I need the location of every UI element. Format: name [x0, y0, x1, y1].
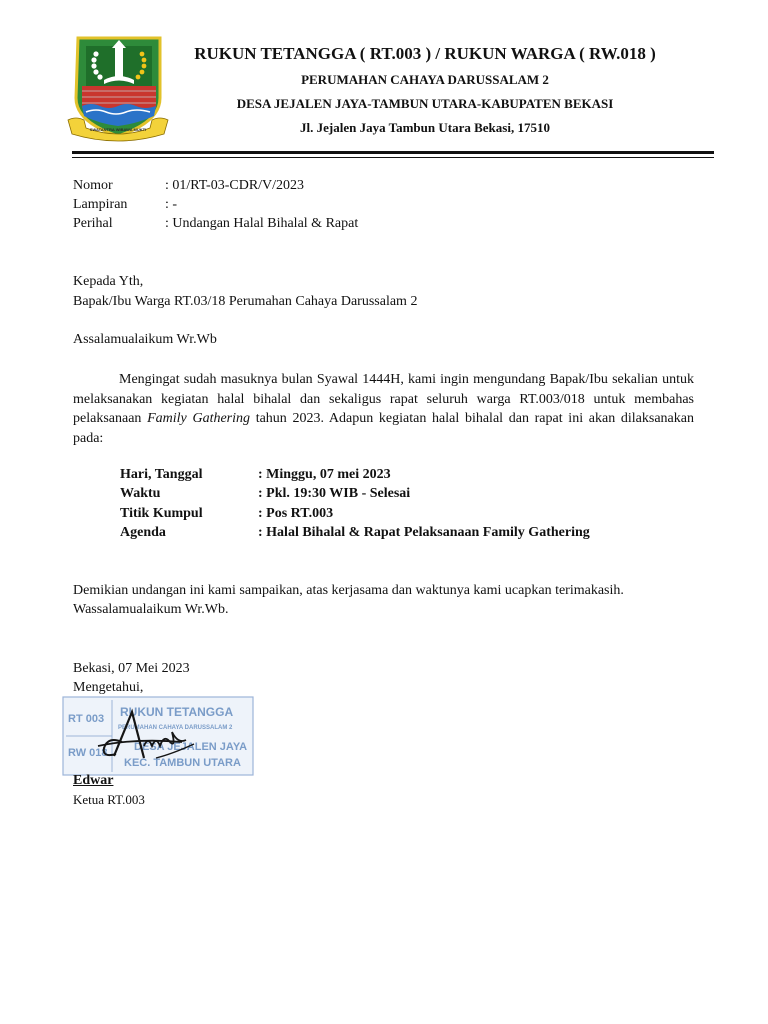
event-label: Titik Kumpul — [120, 506, 203, 521]
stamp-line4: KEC. TAMBUN UTARA — [124, 757, 241, 769]
closing-text: Demikian undangan ini kami sampaikan, atas kerjasama dan waktunya kami ucapkan terimakasih. — [73, 583, 624, 598]
event-row-time — [120, 486, 410, 502]
event-value: : Pkl. 19:30 WIB - Selesai — [258, 486, 411, 501]
event-row-place — [120, 506, 333, 522]
letterhead-divider-thin — [72, 157, 714, 158]
event-value: : Pos RT.003 — [258, 506, 334, 521]
meta-value: : - — [165, 197, 178, 212]
recipient-salutation: Kepada Yth, — [73, 274, 144, 289]
event-value: : Minggu, 07 mei 2023 — [258, 467, 391, 482]
letterhead-village: DESA JEJALEN JAYA-TAMBUN UTARA-KABUPATEN BEKASI — [236, 96, 614, 111]
regency-crest-icon — [66, 36, 170, 144]
meta-label: Nomor — [73, 178, 113, 193]
handwritten-signature — [86, 698, 206, 774]
event-value: : Halal Bihalal & Rapat Pelaksanaan Family Gathering — [258, 525, 590, 540]
event-label: Hari, Tanggal — [120, 467, 203, 482]
body-text-2: tahun 2023. Adapun kegiatan halal bihalal dan rapat ini akan dilaksanakan pada: — [73, 411, 694, 446]
letterhead-housing: PERUMAHAN CAHAYA DARUSSALAM 2 — [301, 72, 549, 87]
event-label: Waktu — [120, 486, 161, 501]
meta-row-lampiran — [73, 197, 177, 213]
crest-ribbon-text: SWATANTRA WIBAWA MUKTI — [89, 127, 147, 132]
letterhead-address: Jl. Jejalen Jaya Tambun Utara Bekasi, 17510 — [300, 120, 550, 135]
meta-label: Lampiran — [73, 197, 128, 212]
meta-row-nomor — [73, 178, 304, 194]
place-date: Bekasi, 07 Mei 2023 — [73, 661, 190, 676]
closing-farewell: Wassalamualaikum Wr.Wb. — [73, 602, 229, 617]
meta-row-perihal — [73, 216, 358, 232]
body-italic: Family Gathering — [147, 411, 251, 426]
event-label: Agenda — [120, 525, 166, 540]
signatory-title: Ketua RT.003 — [73, 792, 145, 807]
meta-label: Perihal — [73, 216, 113, 231]
event-row-date — [120, 467, 391, 483]
event-row-agenda — [120, 525, 590, 541]
letterhead-title: RUKUN TETANGGA ( RT.003 ) / RUKUN WARGA ( RW.018 ) — [194, 44, 656, 63]
signatory-name: Edwar — [73, 773, 114, 788]
stamp-line3: DESA JEJALEN JAYA — [134, 741, 248, 753]
stamp-rw: RW 018 — [68, 747, 108, 759]
letterhead-divider-thick — [72, 151, 714, 154]
stamp-line2: PERUMAHAN CAHAYA DARUSSALAM 2 — [118, 725, 233, 731]
stamp-rt: RT 003 — [68, 713, 105, 725]
meta-value: : 01/RT-03-CDR/V/2023 — [165, 178, 305, 193]
greeting: Assalamualaikum Wr.Wb — [73, 332, 217, 347]
body-text-1: Mengingat sudah masuknya bulan Syawal 1444H, kami ingin mengundang Bapak/Ibu sekalian untuk melaksanakan kegiatan halal bihalal dan sekaligus rapat seluruh warga RT.003/018 untuk membahas pelaksanaan — [73, 372, 694, 426]
stamp-line1: RUKUN TETANGGA — [120, 705, 234, 719]
meta-value: : Undangan Halal Bihalal & Rapat — [165, 216, 359, 231]
body-paragraph — [73, 370, 694, 448]
acknowledged-label: Mengetahui, — [73, 680, 144, 695]
recipient-name: Bapak/Ibu Warga RT.03/18 Perumahan Cahaya Darussalam 2 — [73, 294, 418, 309]
